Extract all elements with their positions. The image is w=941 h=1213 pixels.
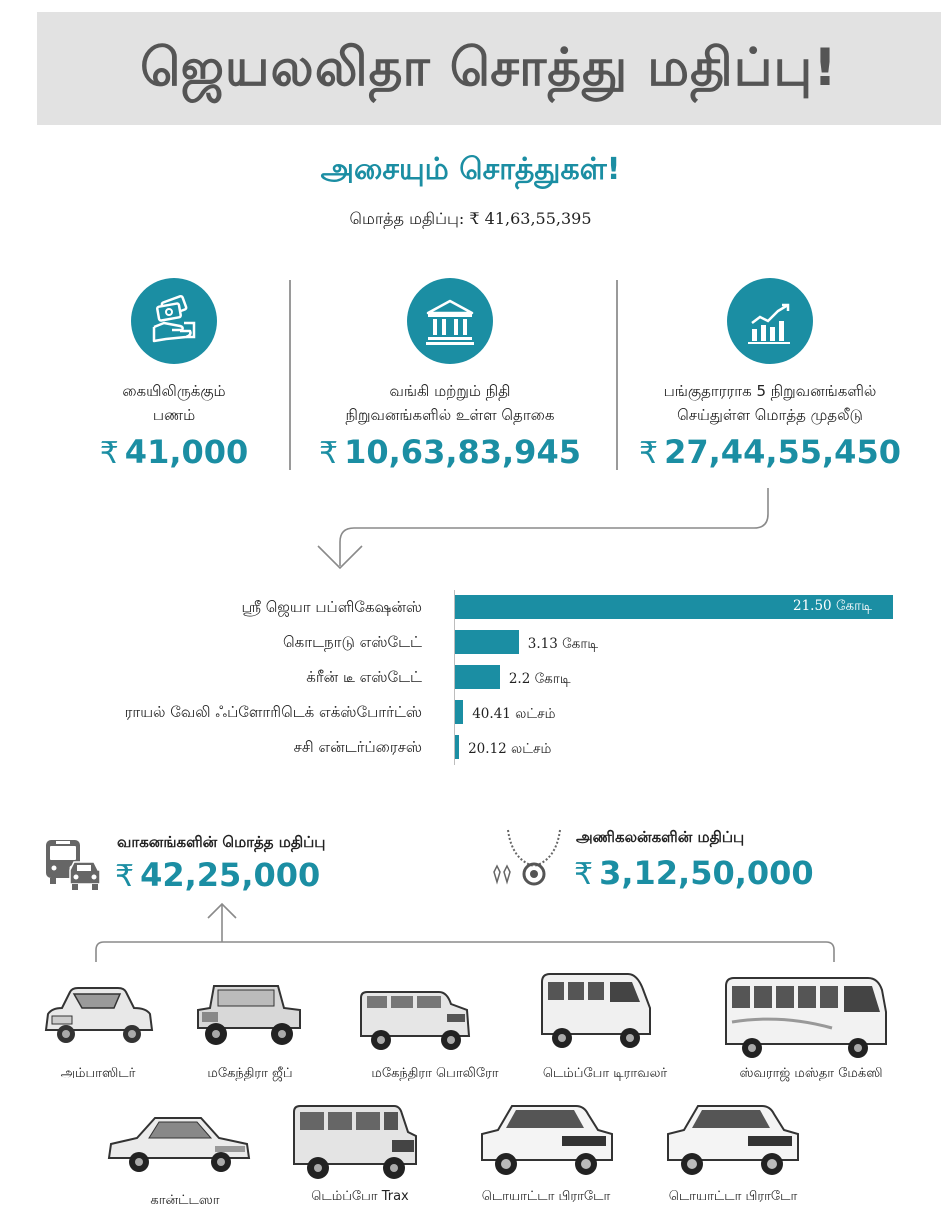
vehicle-label: டொயாட்டா பிராடோ: [481, 1189, 611, 1204]
bar: [455, 700, 463, 724]
bar-value-label: 21.50 கோடி: [793, 598, 872, 614]
bar: [455, 665, 500, 689]
bar: [455, 735, 459, 759]
bar-category-label: ராயல் வேலி ஃப்ளோரிடெக் எக்ஸ்போர்ட்ஸ்: [124, 703, 422, 721]
bar-row: [0, 700, 941, 730]
movable-assets-title: அசையும் சொத்துகள்!: [320, 152, 621, 187]
van-icon: [536, 968, 656, 1058]
vehicle-label: டெம்ப்போ டிராவலர்: [542, 1066, 668, 1081]
bar-category-label: க்ரீன் டீ எஸ்டேட்: [306, 668, 422, 686]
bar-value-label: 2.2 கோடி: [508, 671, 571, 687]
bar-row: [0, 735, 941, 765]
prado-icon: [476, 1098, 616, 1184]
jewels-total-label: அணிகலன்களின் மதிப்பு: [576, 828, 745, 846]
sedan-icon: [103, 1108, 253, 1188]
vehicles-total-amount: ₹ 42,25,000: [115, 856, 321, 894]
movable-total-value: மொத்த மதிப்பு: ₹ 41,63,55,395: [349, 209, 592, 228]
vehicles-total-label: வாகனங்களின் மொத்த மதிப்பு: [117, 833, 326, 851]
investments-amount: ₹ 27,44,55,450: [639, 433, 901, 471]
bar-row: [0, 665, 941, 695]
suv-icon: [355, 984, 475, 1064]
bar-category-label: ஸ்ரீ ஜெயா பப்ளிகேஷன்ஸ்: [241, 598, 422, 616]
vehicle-label: டொயாட்டா பிராடோ: [668, 1189, 798, 1204]
bar-row: [0, 595, 941, 625]
trax-icon: [290, 1100, 420, 1186]
bar-category-label: கொடநாடு எஸ்டேட்: [282, 633, 422, 651]
bar-row: [0, 630, 941, 660]
bank-deposits-label: வங்கி மற்றும் நிதி நிறுவனங்களில் உள்ள தொகை: [345, 382, 555, 424]
connector-arrow: [0, 0, 941, 600]
vehicle-label: கான்ட்டஸா: [150, 1193, 220, 1208]
bar-value-label: 3.13 கோடி: [527, 636, 599, 652]
prado-icon: [662, 1098, 802, 1184]
page-title: ஜெயலலிதா சொத்து மதிப்பு!: [140, 38, 838, 98]
vehicle-label: ஸ்வராஜ் மஸ்தா மேக்ஸி: [739, 1066, 883, 1081]
vehicle-label: மகேந்திரா ஜீப்: [207, 1066, 293, 1081]
necklace-icon: [490, 826, 562, 892]
vehicle-label: அம்பாஸிடர்: [60, 1066, 136, 1081]
jewels-total-amount: ₹ 3,12,50,000: [574, 854, 814, 892]
bar-value-label: 40.41 லட்சம்: [472, 706, 556, 722]
cash-in-hand-amount: ₹ 41,000: [99, 433, 249, 471]
cash-in-hand-label: கையிலிருக்கும் பணம்: [122, 382, 226, 424]
bank-deposits-amount: ₹ 10,63,83,945: [319, 433, 581, 471]
investments-label: பங்குதாரராக 5 நிறுவனங்களில் செய்துள்ள மொத்த முதலீடு: [663, 382, 877, 424]
vehicle-label: மகேந்திரா பொலிரோ: [371, 1066, 499, 1081]
ambassador-car-icon: [38, 978, 158, 1058]
jeep-icon: [188, 978, 308, 1058]
bar-value-label: 20.12 லட்சம்: [468, 741, 552, 757]
bus-icon: [722, 972, 892, 1062]
bar-category-label: சசி என்டர்ப்ரைசஸ்: [293, 738, 422, 756]
vehicle-label: டெம்ப்போ Trax: [311, 1189, 409, 1204]
bar: [455, 630, 519, 654]
bus-car-icon: [44, 838, 102, 894]
